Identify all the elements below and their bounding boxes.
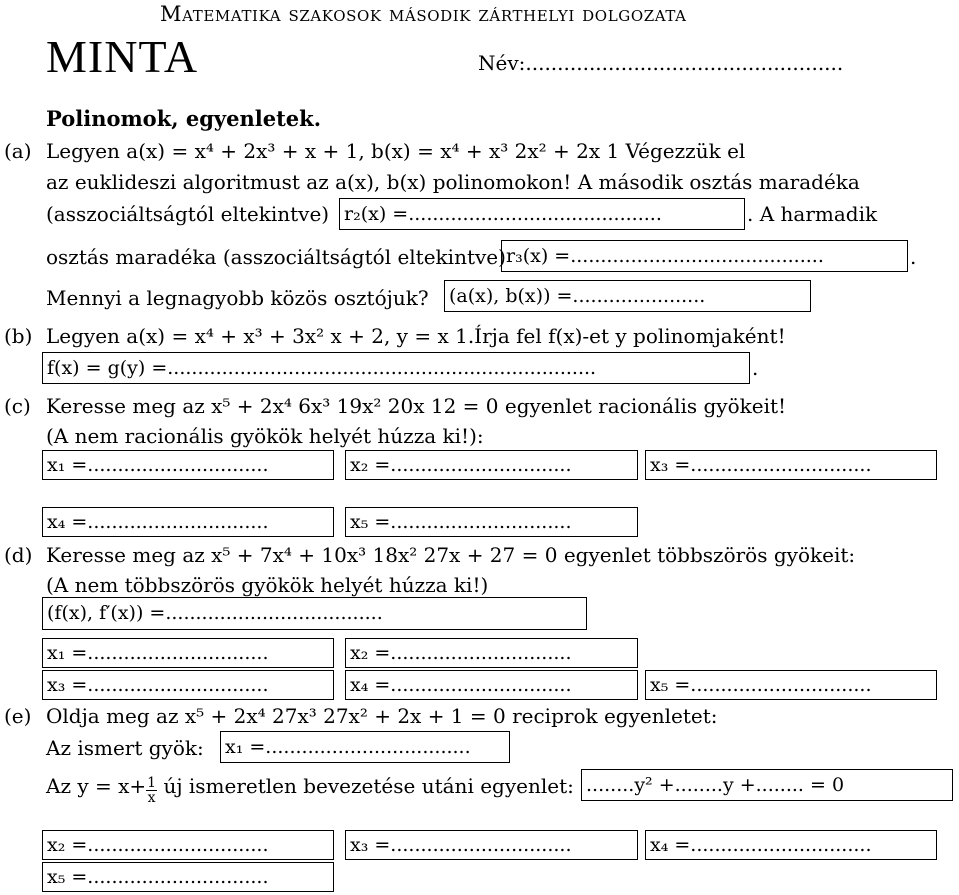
answer-box-gcd-a[interactable]: (a(x), b(x)) =......................	[444, 280, 811, 312]
substitution-text: új ismeretlen bevezetése utáni egyenlet:	[163, 774, 574, 798]
answer-box-reduced-equation[interactable]: ........y² +........y +........ = 0	[581, 769, 953, 801]
fraction-denominator: x	[147, 790, 156, 806]
answer-box-gcd-d[interactable]: (f(x), f′(x)) =....................................	[42, 597, 587, 630]
root-box-c2[interactable]: x₂ =..............................	[345, 450, 638, 480]
root-box-e4[interactable]: x₄ =..............................	[645, 830, 937, 860]
item-d-line1: Keresse meg az x⁵ + 7x⁴ + 10x³ 18x² 27x + 27 = 0 egyenlet többszörös gyökeit:	[46, 543, 856, 567]
fraction-one-over-x	[146, 776, 157, 805]
item-b-tail: .	[752, 356, 759, 380]
name-field[interactable]: Név:..................................................	[478, 51, 844, 75]
root-box-d5[interactable]: x₅ =..............................	[645, 670, 937, 700]
item-a-line5: Mennyi a legnagyobb közös osztójuk?	[46, 286, 429, 310]
root-box-e5[interactable]: x₅ =..............................	[42, 862, 334, 892]
section-title: Polinomok, egyenletek.	[46, 106, 321, 131]
fraction-numerator: 1	[147, 775, 157, 791]
item-a-line1: Legyen a(x) = x⁴ + 2x³ + x + 1, b(x) = x⁴ + x³ 2x² + 2x 1 Végezzük el	[46, 139, 746, 163]
root-box-e3[interactable]: x₃ =..............................	[345, 830, 638, 860]
answer-box-fg[interactable]: f(x) = g(y) =.......................................................................	[42, 352, 750, 384]
item-c-line2: (A nem racionális gyökök helyét húzza ki!):	[46, 424, 484, 448]
answer-box-r3[interactable]: r₃(x) =..........................................	[501, 240, 908, 272]
root-box-c1[interactable]: x₁ =..............................	[42, 450, 334, 480]
root-box-c5[interactable]: x₅ =..............................	[345, 507, 638, 537]
item-d-line2: (A nem többszörös gyökök helyét húzza ki!)	[46, 573, 489, 597]
item-a-line2: az euklideszi algoritmust az a(x), b(x) polinomokon! A második osztás maradéka	[46, 170, 860, 194]
root-box-d4[interactable]: x₄ =..............................	[345, 670, 638, 700]
substitution-prefix: Az y = x+	[46, 774, 147, 798]
item-b-line1: Legyen a(x) = x⁴ + x³ + 3x² x + 2, y = x 1.Írja fel f(x)-et y polinomjaként!	[46, 324, 786, 348]
item-a-line3: (asszociáltságtól eltekintve)	[46, 202, 330, 226]
item-a-line4: osztás maradéka (asszociáltságtól eltekintve)	[46, 245, 506, 269]
answer-box-known-root[interactable]: x₁ =..................................	[220, 731, 510, 763]
root-box-c3[interactable]: x₃ =..............................	[645, 450, 937, 480]
item-a-line4-tail: .	[910, 245, 917, 269]
item-marker-b: (b)	[4, 324, 33, 348]
answer-box-r2[interactable]: r₂(x) =..........................................	[339, 198, 745, 230]
item-a-line3-tail: . A harmadik	[747, 202, 878, 226]
root-box-d3[interactable]: x₃ =..............................	[42, 670, 334, 700]
item-marker-c: (c)	[4, 394, 31, 418]
root-box-d1[interactable]: x₁ =..............................	[42, 638, 334, 668]
root-box-d2[interactable]: x₂ =..............................	[345, 638, 638, 668]
root-box-e2[interactable]: x₂ =..............................	[42, 830, 334, 860]
root-box-c4[interactable]: x₄ =..............................	[42, 507, 334, 537]
known-root-label: Az ismert gyök:	[46, 736, 204, 760]
substitution-line	[46, 776, 574, 805]
item-e-line1: Oldja meg az x⁵ + 2x⁴ 27x³ 27x² + 2x + 1 = 0 reciprok egyenletet:	[46, 704, 718, 728]
item-marker-e: (e)	[4, 704, 32, 728]
item-marker-a: (a)	[4, 139, 32, 163]
item-c-line1: Keresse meg az x⁵ + 2x⁴ 6x³ 19x² 20x 12 = 0 egyenlet racionális gyökeit!	[46, 394, 787, 418]
minta-label: MINTA	[46, 31, 199, 82]
document-header-title: Matematika szakosok második zárthelyi dolgozata	[160, 2, 687, 26]
item-marker-d: (d)	[4, 543, 33, 567]
